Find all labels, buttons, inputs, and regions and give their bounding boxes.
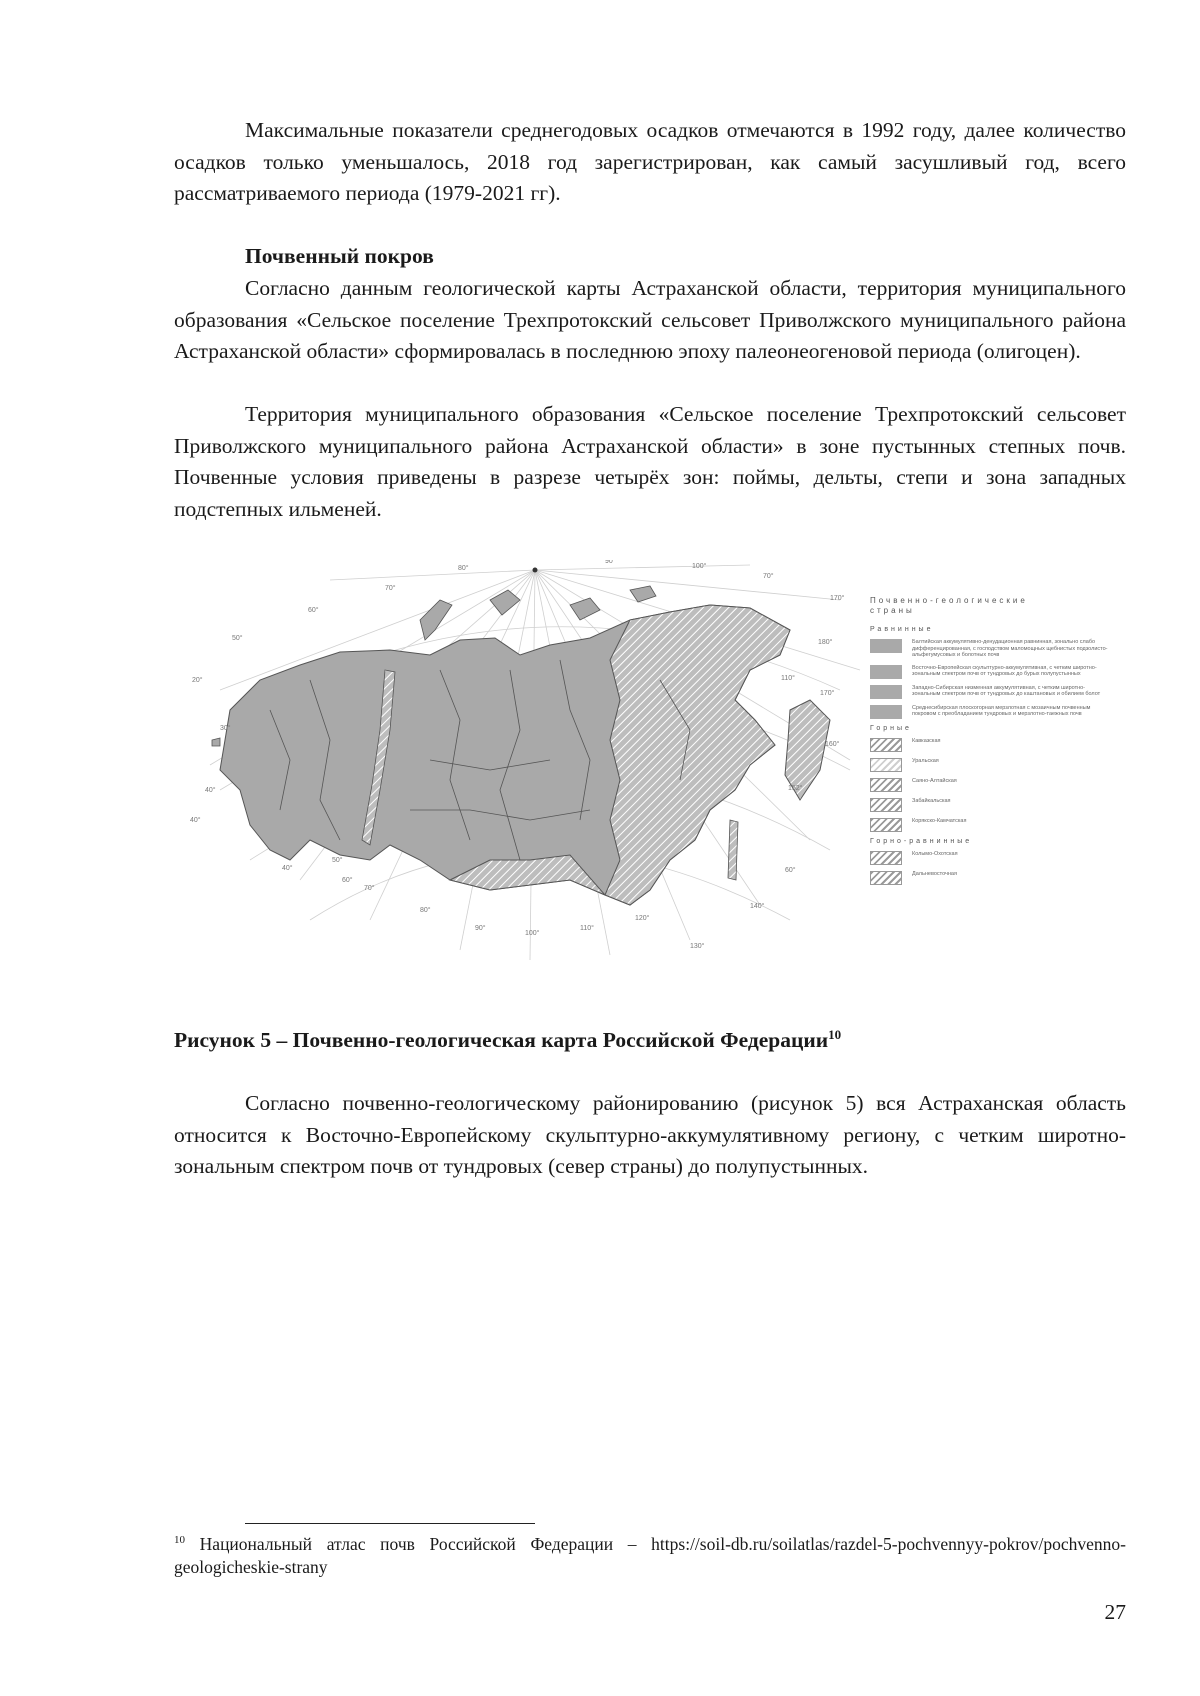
- figure-caption-text: Рисунок 5 – Почвенно-геологическая карта Российской Федерации: [174, 1028, 829, 1052]
- map-label: 40°: [190, 817, 201, 824]
- map-label: 100°: [692, 563, 707, 570]
- legend-item: [870, 639, 1120, 659]
- legend-item: [870, 705, 1120, 719]
- legend-item-label: Среднесибирская плоскогорная мерзлотная с мозаичным почвенным покровом с преобладанием тундровых и мерзлотно-таежных почв: [912, 704, 1091, 717]
- map-label: 90°: [475, 925, 486, 932]
- map-label: 20°: [192, 677, 203, 684]
- map-label: 130°: [690, 943, 705, 950]
- legend-swatch: [870, 871, 902, 885]
- legend-title: Почвенно-геологические страны: [870, 596, 1028, 615]
- legend-item-label: Корякско-Камчатская: [912, 817, 967, 824]
- map-label: 50°: [332, 857, 343, 864]
- figure-caption: [174, 1028, 841, 1053]
- legend-item: [870, 798, 1120, 812]
- paragraph-precipitation: Максимальные показатели среднегодовых осадков отмечаются в 1992 году, далее количество осадков только уменьшалось, 2018 год зарегистрирован, как самый засушливый год, всего рассматриваемого периода (1979-2021 гг).: [174, 118, 1126, 205]
- map-mountain-region-east: [605, 605, 790, 905]
- page-number: 27: [1104, 1600, 1126, 1624]
- footnote-number: 10: [174, 1534, 185, 1547]
- map-label: 180°: [818, 639, 833, 646]
- legend-section-title: Равнинные: [870, 626, 934, 633]
- legend-item-label: Забайкальская: [912, 797, 951, 804]
- legend-item: [870, 738, 1120, 752]
- footnote-text: Национальный атлас почв Российской Федерации – https://soil-db.ru/soilatlas/razdel-5-pochvennyy-pokrov/pochvenno-geologicheskie-strany: [174, 1534, 1126, 1577]
- map-label: 70°: [385, 585, 396, 592]
- legend-item: [870, 818, 1120, 832]
- map-label: 40°: [282, 865, 293, 872]
- legend-swatch: [870, 851, 902, 865]
- legend-item-label: Саяно-Алтайская: [912, 777, 957, 784]
- section-heading: Почвенный покров: [245, 244, 434, 268]
- map-label: 120°: [635, 915, 650, 922]
- paragraph-territory: Территория муниципального образования «Сельское поселение Трехпротокский сельсовет Приволжского муниципального района Астраханской области» в зоне пустынных степных почв. Почвенные условия приведены в разрезе четырёх зон: поймы, дельты, степи и зона западных подстепных ильменей.: [174, 402, 1126, 521]
- paragraph-geology: Согласно данным геологической карты Астраханской области, территория муниципального образования «Сельское поселение Трехпротокский сельсовет Приволжского муниципального района Астраханской области» сформировалась в последнюю эпоху палеонеогеновой периода (олигоцен).: [174, 276, 1126, 363]
- map-label: 140°: [750, 903, 765, 910]
- map-label: 60°: [342, 877, 353, 884]
- map-kaliningrad: [212, 738, 220, 746]
- legend-item: [870, 778, 1120, 792]
- legend-item-label: Восточно-Европейская скульптурно-аккумулятивная, с четким широтно-зональным спектром почв от тундровых до бурых полупустынных: [912, 664, 1097, 677]
- map-label: 110°: [580, 925, 594, 932]
- legend-item-label: Дальневосточная: [912, 870, 957, 877]
- map-sakhalin: [728, 820, 738, 880]
- map-label: 152°: [788, 785, 803, 792]
- legend-swatch: [870, 665, 902, 679]
- legend-section-title: Горно-равнинные: [870, 837, 973, 845]
- legend-item: [870, 758, 1120, 772]
- legend-item-label: Кавказская: [912, 737, 941, 744]
- legend-swatch: [870, 778, 902, 792]
- map-label: 170°: [830, 595, 845, 602]
- paragraph-zoning: Согласно почвенно-геологическому районированию (рисунок 5) вся Астраханская область относится к Восточно-Европейскому скульптурно-аккумулятивному региону, с четким широтно-зональным спектром почв от тундровых (север страны) до полупустынных.: [174, 1091, 1126, 1178]
- map-label: 60°: [308, 607, 319, 614]
- map-label: 80°: [458, 565, 469, 572]
- map-label: 80°: [420, 907, 431, 914]
- map-label: 30°: [220, 725, 231, 732]
- legend-item: [870, 665, 1120, 679]
- legend-item-label: Колымо-Охотская: [912, 850, 958, 857]
- legend-swatch: [870, 798, 902, 812]
- map-label: 70°: [763, 573, 774, 580]
- footnote: [174, 1533, 1126, 1579]
- legend-swatch: [870, 685, 902, 699]
- map-legend: [870, 596, 1120, 891]
- legend-swatch: [870, 818, 902, 832]
- legend-item: [870, 851, 1120, 865]
- legend-swatch: [870, 705, 902, 719]
- legend-swatch: [870, 758, 902, 772]
- map-label: 60°: [785, 867, 796, 874]
- legend-item: [870, 871, 1120, 885]
- soil-geology-map: [190, 560, 870, 990]
- legend-item: [870, 685, 1120, 699]
- map-label: 110°: [781, 675, 795, 682]
- figure-footnote-ref: 10: [828, 1026, 842, 1042]
- legend-swatch: [870, 738, 902, 752]
- map-label: 70°: [364, 885, 375, 892]
- legend-swatch: [870, 639, 902, 653]
- legend-item-label: Западно-Сибирская низменная аккумулятивная, с четким широтно-зональным спектром почв от тундровых до каштановых и обилием болот: [912, 684, 1101, 697]
- footnote-separator: [245, 1523, 535, 1524]
- legend-item-label: Уральская: [912, 757, 939, 764]
- map-label: 90°: [605, 560, 616, 565]
- legend-section-title: Горные: [870, 724, 912, 732]
- map-label: 50°: [232, 635, 243, 642]
- map-pole-marker: [533, 568, 538, 573]
- map-label: 100°: [525, 930, 540, 937]
- map-label: 170°: [820, 690, 835, 697]
- map-label: 160°: [825, 741, 840, 748]
- map-label: 40°: [205, 787, 216, 794]
- legend-item-label: Балтийская аккумулятивно-денудационная равнинная, зонально слабо дифференцированная, с господством маломощных щебнистых подзолисто-альфегумусовых и болотных почв: [912, 639, 1108, 658]
